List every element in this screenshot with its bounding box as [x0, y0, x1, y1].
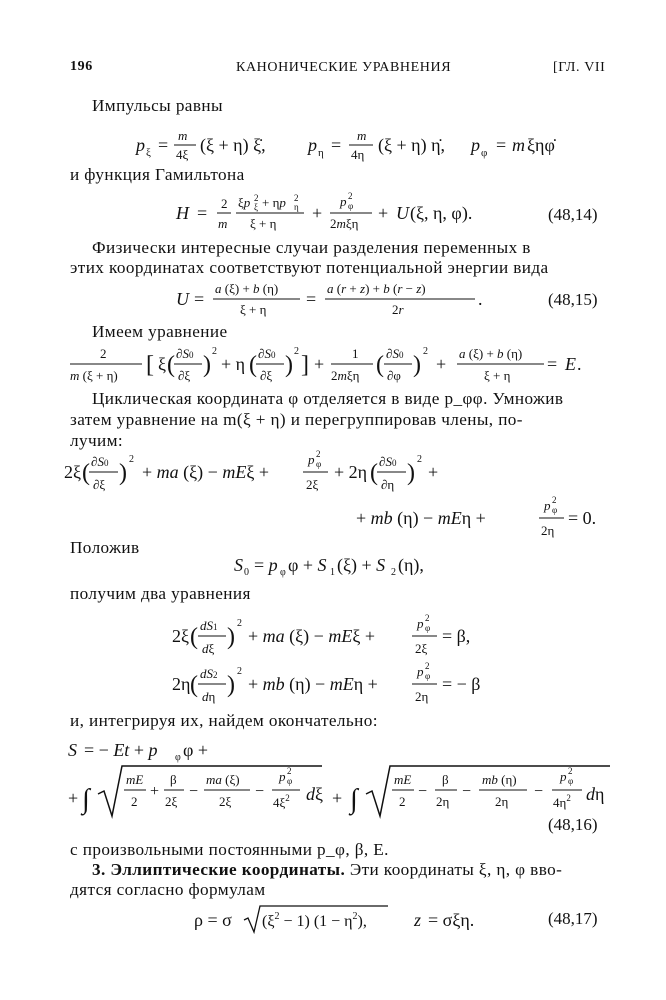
svg-text:φ: φ — [287, 776, 293, 786]
svg-text:−: − — [418, 783, 428, 800]
paragraph-cyclic-line2: затем уравнение на m(ξ + η) и перегруппировав члены, по- — [70, 410, 523, 429]
svg-text:2: 2 — [391, 567, 396, 578]
svg-text:2: 2 — [131, 794, 138, 809]
equation-multiplied-line2 — [340, 496, 620, 542]
svg-text:∫: ∫ — [82, 784, 90, 815]
svg-text:+: + — [150, 783, 160, 800]
svg-text:= p: = p — [254, 555, 278, 575]
svg-text:+ mb (η) − mEη +: + mb (η) − mEη + — [356, 508, 486, 528]
paragraph-equation-intro: Имеем уравнение — [92, 322, 228, 341]
paragraph-arbitrary-constants: с произвольными постоянными p_φ, β, E. — [70, 840, 389, 859]
svg-text:2: 2 — [348, 191, 353, 201]
svg-text:+: + — [312, 203, 323, 223]
svg-text:2mξη: 2mξη — [331, 368, 360, 383]
svg-text:φ: φ — [348, 201, 354, 211]
equation-action-line2-figure — [64, 764, 624, 826]
paragraph-two-equations: получим два уравнения — [70, 584, 251, 603]
paragraph-cyclic-line1: Циклическая координата φ отделяется в виде p_φφ. Умножив — [92, 389, 564, 408]
svg-text:(: ( — [167, 352, 175, 378]
equation-separation — [230, 547, 490, 581]
equation-separation-figure — [230, 547, 490, 581]
svg-text:+ ma (ξ) − mEξ +: + ma (ξ) − mEξ + — [248, 626, 376, 646]
svg-text:0: 0 — [244, 567, 249, 578]
svg-text:∂S0: ∂S0 — [258, 346, 276, 361]
svg-text:=: = — [331, 135, 342, 155]
svg-text:η: η — [318, 147, 324, 159]
svg-text:φ: φ — [425, 623, 431, 633]
svg-text:(: ( — [249, 352, 257, 378]
equation-number-48-15: (48,15) — [548, 290, 598, 309]
svg-text:2ξ: 2ξ — [64, 462, 82, 482]
svg-text:2η: 2η — [436, 794, 450, 809]
svg-text:p: p — [417, 664, 424, 679]
svg-text:∂ξ: ∂ξ — [93, 477, 106, 492]
svg-text:ξp: ξp — [238, 195, 251, 210]
equation-momenta — [128, 122, 608, 164]
equation-eta-figure — [168, 660, 508, 708]
svg-text:ma (ξ): ma (ξ) — [206, 772, 240, 787]
paragraph-momenta-intro: Импульсы равны — [92, 96, 223, 115]
equation-number-48-16: (48,16) — [548, 815, 598, 834]
svg-text:β: β — [442, 772, 449, 787]
svg-text:2: 2 — [425, 661, 430, 671]
section-elliptic-line1-rest: Эти координаты ξ, η, φ вво- — [349, 860, 563, 879]
equation-multiplied-line2-figure — [340, 496, 620, 542]
svg-text:=: = — [306, 289, 317, 309]
svg-text:2: 2 — [425, 613, 430, 623]
svg-text:ξ: ξ — [146, 147, 151, 159]
equation-number-48-17: (48,17) — [548, 909, 598, 928]
section-title: 3. Эллиптические координаты. — [92, 860, 346, 879]
equation-action-line2 — [64, 764, 624, 826]
equation-multiplied-line1-figure — [60, 448, 620, 498]
svg-text:β: β — [170, 772, 177, 787]
svg-text:2r: 2r — [392, 302, 404, 317]
svg-text:2: 2 — [254, 193, 259, 203]
svg-text:2: 2 — [568, 766, 573, 776]
svg-text:φ: φ — [280, 567, 286, 578]
svg-text:(ξ) + S: (ξ) + S — [337, 555, 386, 575]
svg-text:(: ( — [376, 352, 384, 378]
svg-text:dη: dη — [202, 689, 216, 704]
svg-text:2ξ: 2ξ — [172, 626, 190, 646]
svg-text:∂η: ∂η — [381, 477, 395, 492]
svg-text:φ: φ — [425, 671, 431, 681]
svg-text:H: H — [176, 203, 189, 223]
svg-text:): ) — [119, 460, 127, 486]
equation-elliptic-figure — [188, 902, 508, 938]
paragraph-separation-line2: этих координатах соответствуют потенциальной энергии вида — [70, 258, 549, 277]
svg-text:2ξ: 2ξ — [219, 794, 232, 809]
paragraph-cyclic-line3: лучим: — [70, 431, 124, 450]
svg-text:φ + S: φ + S — [288, 555, 327, 575]
svg-text:+: + — [68, 788, 79, 808]
svg-text:1: 1 — [330, 567, 335, 578]
svg-text:2: 2 — [316, 449, 321, 459]
svg-text:m: m — [357, 128, 367, 143]
svg-text:ρ = σ: ρ = σ — [194, 910, 232, 930]
svg-text:2: 2 — [129, 454, 134, 465]
svg-text:∫: ∫ — [350, 784, 358, 815]
svg-text:2ξ: 2ξ — [165, 794, 178, 809]
svg-text:m: m — [178, 128, 188, 143]
svg-text:4ξ: 4ξ — [176, 147, 189, 162]
svg-text:φ +: φ + — [183, 740, 209, 760]
svg-text:∂ξ: ∂ξ — [260, 368, 273, 383]
svg-text:∂S0: ∂S0 — [379, 454, 397, 469]
equation-hamiltonian-figure — [170, 190, 610, 236]
svg-text:2: 2 — [552, 495, 557, 505]
svg-text:2: 2 — [287, 766, 292, 776]
equation-potential — [170, 278, 530, 320]
svg-text:= σξη.: = σξη. — [428, 910, 475, 930]
svg-text:): ) — [227, 624, 235, 650]
svg-text:]: ] — [301, 352, 309, 378]
running-title: КАНОНИЧЕСКИЕ УРАВНЕНИЯ — [236, 60, 452, 75]
svg-text:2η: 2η — [495, 794, 509, 809]
svg-text:(: ( — [82, 460, 90, 486]
svg-text:=: = — [496, 135, 507, 155]
svg-text:S: S — [234, 555, 243, 575]
svg-text:S: S — [68, 740, 77, 760]
svg-text:+: + — [378, 203, 389, 223]
svg-text:(: ( — [190, 672, 198, 698]
svg-text:2: 2 — [212, 346, 217, 357]
svg-text:dη: dη — [586, 784, 605, 804]
svg-text:2mξη: 2mξη — [330, 216, 359, 231]
svg-text:2: 2 — [237, 618, 242, 629]
svg-text:(ξ, η, φ).: (ξ, η, φ). — [410, 203, 473, 223]
svg-text:φ: φ — [481, 147, 488, 159]
svg-text:4ξ2: $4\xi^2$ — [273, 793, 290, 810]
page-number: 196 — [70, 59, 93, 74]
svg-text:a (ξ) + b (η): a (ξ) + b (η) — [215, 281, 279, 296]
svg-text:2ξ: 2ξ — [306, 477, 319, 492]
svg-text:+: + — [436, 354, 447, 374]
equation-momenta-figure — [128, 122, 608, 164]
svg-text:(: ( — [370, 460, 378, 486]
svg-text:m: m — [512, 135, 525, 155]
svg-text:a (ξ) + b (η): a (ξ) + b (η) — [459, 346, 523, 361]
svg-text:ξ: ξ — [254, 202, 259, 212]
chapter-label: [ГЛ. VII — [553, 60, 606, 75]
svg-text:p: p — [417, 616, 424, 631]
svg-text:[: [ — [146, 352, 154, 378]
section-elliptic-line1 — [92, 860, 562, 880]
svg-text:): ) — [407, 460, 415, 486]
svg-text:ξ + η: ξ + η — [250, 216, 277, 231]
svg-text:4η: 4η — [351, 147, 365, 162]
svg-text:η: η — [294, 202, 299, 212]
svg-text:+: + — [428, 462, 439, 482]
paragraph-hamiltonian-intro: и функция Гамильтона — [70, 165, 245, 184]
svg-text:−: − — [255, 783, 265, 800]
svg-text:p: p — [471, 135, 480, 155]
svg-text:dξ: dξ — [202, 641, 215, 656]
svg-text:+ η: + η — [221, 354, 246, 374]
paragraph-separation-line1: Физически интересные случаи разделения переменных в — [92, 238, 531, 257]
svg-text:p: p — [560, 769, 567, 784]
svg-text:2: 2 — [294, 193, 299, 203]
svg-text:2η: 2η — [541, 523, 555, 538]
svg-text:U: U — [396, 203, 409, 223]
svg-text:2: 2 — [100, 346, 107, 361]
svg-text:∂φ: ∂φ — [387, 368, 401, 383]
svg-text:+ mb (η) − mEη +: + mb (η) − mEη + — [248, 674, 378, 694]
svg-text:ξηφ̇: ξηφ̇ — [527, 135, 555, 155]
svg-text:∂S0: ∂S0 — [386, 346, 404, 361]
equation-multiplied-line1 — [60, 448, 620, 498]
svg-text:dS2: dS2 — [200, 666, 218, 681]
svg-text:+: + — [332, 788, 343, 808]
svg-text:): ) — [203, 352, 211, 378]
svg-text:p: p — [340, 194, 347, 209]
paragraph-substitution: Положив — [70, 538, 140, 557]
svg-text:mE: mE — [126, 772, 144, 787]
svg-text:dξ: dξ — [306, 784, 324, 804]
svg-text:p: p — [544, 498, 551, 513]
paragraph-integration: и, интегрируя их, найдем окончательно: — [70, 711, 378, 730]
svg-text:2: 2 — [417, 454, 422, 465]
svg-text:2ξ: 2ξ — [415, 641, 428, 656]
svg-text:p: p — [279, 769, 286, 784]
svg-text:2: 2 — [221, 196, 228, 211]
svg-text:2η: 2η — [415, 689, 429, 704]
svg-text:∂S0: ∂S0 — [91, 454, 109, 469]
svg-text:(: ( — [190, 624, 198, 650]
svg-text:z: z — [414, 910, 422, 930]
equation-action-line1 — [66, 734, 326, 764]
svg-text:−: − — [189, 783, 199, 800]
svg-text:2: 2 — [423, 346, 428, 357]
svg-text:= 0.: = 0. — [568, 508, 597, 528]
svg-text:p: p — [308, 452, 315, 467]
svg-text:+ ηp: + ηp — [262, 195, 286, 210]
svg-text:): ) — [227, 672, 235, 698]
svg-text:m (ξ + η): m (ξ + η) — [70, 368, 118, 383]
equation-eta — [168, 660, 508, 708]
svg-text:E: E — [565, 354, 576, 374]
svg-text:−: − — [462, 783, 472, 800]
svg-text:2η: 2η — [172, 674, 191, 694]
svg-text:p: p — [136, 135, 145, 155]
svg-text:=: = — [547, 354, 558, 374]
svg-text:.: . — [478, 289, 483, 309]
svg-text:.: . — [577, 354, 582, 374]
svg-text:= − β: = − β — [442, 674, 481, 694]
svg-text:mE: mE — [394, 772, 412, 787]
svg-text:φ: φ — [316, 459, 322, 469]
svg-text:): ) — [413, 352, 421, 378]
svg-text:p: p — [308, 135, 317, 155]
svg-text:φ: φ — [568, 776, 574, 786]
svg-text:(ξ + η) ξ̇,: (ξ + η) ξ̇, — [200, 135, 266, 155]
svg-text:+: + — [314, 354, 325, 374]
equation-potential-figure — [170, 278, 530, 320]
svg-text:=: = — [194, 289, 205, 309]
equation-number-48-14: (48,14) — [548, 205, 598, 224]
svg-text:∂S0: ∂S0 — [176, 346, 194, 361]
svg-text:ξ + η: ξ + η — [484, 368, 511, 383]
svg-text:dS1: dS1 — [200, 618, 218, 633]
svg-text:U: U — [176, 289, 189, 309]
equation-hamilton-jacobi-figure — [66, 340, 626, 388]
svg-text:φ: φ — [552, 505, 558, 515]
svg-text:=: = — [197, 203, 208, 223]
svg-text:4η2: $4\eta^2$ — [553, 793, 571, 810]
svg-text:a (r + z) + b (r − z): a (r + z) + b (r − z) — [327, 281, 426, 296]
svg-text:φ: φ — [175, 752, 181, 763]
section-elliptic-line2: дятся согласно формулам — [70, 880, 266, 899]
svg-text:(ξ + η) η̇,: (ξ + η) η̇, — [378, 135, 445, 155]
svg-text:= β,: = β, — [442, 626, 471, 646]
svg-text:∂ξ: ∂ξ — [178, 368, 191, 383]
svg-text:2: 2 — [237, 666, 242, 677]
svg-text:2: 2 — [294, 346, 299, 357]
equation-action-line1-figure — [66, 734, 326, 764]
equation-elliptic — [188, 902, 508, 938]
svg-text:=: = — [158, 135, 169, 155]
svg-text:m: m — [218, 216, 228, 231]
svg-text:= − Et + p: = − Et + p — [84, 740, 158, 760]
svg-text:mb (η): mb (η) — [482, 772, 517, 787]
equation-xi-figure — [168, 612, 488, 660]
svg-text:+ 2η: + 2η — [334, 462, 368, 482]
svg-text:(ξ2 − 1) (1 − η2),: $(\xi^2 - 1) (1 - \eta^2)$, — [262, 911, 367, 930]
equation-xi — [168, 612, 488, 660]
svg-text:(η),: (η), — [398, 555, 424, 575]
equation-hamiltonian — [170, 190, 610, 236]
svg-text:ξ + η: ξ + η — [240, 302, 267, 317]
equation-hamilton-jacobi — [66, 340, 626, 388]
svg-text:+ ma (ξ) − mEξ +: + ma (ξ) − mEξ + — [142, 462, 270, 482]
svg-text:1: 1 — [352, 346, 359, 361]
svg-text:): ) — [285, 352, 293, 378]
svg-text:−: − — [534, 783, 544, 800]
svg-text:2: 2 — [399, 794, 406, 809]
svg-text:ξ: ξ — [158, 354, 167, 374]
